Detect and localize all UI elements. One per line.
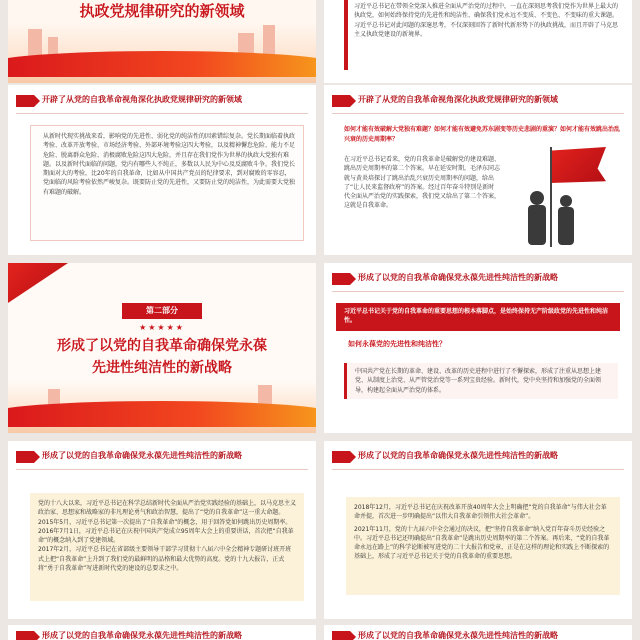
slide-3-text: 从新时代现实挑战来看，影响党的先进性、弱化党的纯洁性的因素错综复杂。党长期面临着执政考验、改革开放考验、市场经济考验、外部环境考验这四大考验，以及精神懈怠危险、能力不足危险、脱离群众危险、消极腐败危险这四大危险，并且存在我们党作为世界的执政大党独有难题。以及新时代面临的问题，党内有哪些人不纯正，多数以人民为中心及反腐败斗争，我们党长期面对大的考验，比20年的自我革命，比如从中国共产党员的纪律要求，到对腐败的零容忍，党面临的风险考验依然严峻复杂。既要防止党的先进性，又要防止党的纯洁性，为此需要大党独有难题的破解。 (43, 133, 296, 196)
slide-6-question: 如何永葆党的先进性和纯洁性？ (348, 340, 446, 348)
slide-5[interactable] (8, 263, 316, 433)
slide-7-header: 形成了以党的自我革命确保党永葆先进性纯洁性的新战略 (8, 447, 316, 469)
list-item: 党的十八大以来，习近平总书记在科学总结新时代全面从严治党实践经验的基础上，以马克思主义政治家、思想家和战略家的非凡理论勇气和政治智慧，提出了“党的自我革命”这一重大命题。 (38, 500, 297, 517)
stars-decoration: ★★★★★ (139, 323, 185, 332)
slide-10[interactable] (324, 625, 632, 640)
slide-7[interactable] (8, 441, 316, 619)
slide-6-text: 中国共产党在长期的革命、建设、改革的历史进程中进行了不懈探索，形成了注重从思想上建党、从制度上治党、从严管党治党等一系列宝贵经验。新时代，党中央坚持和加强党的全面领导，构建起全面从严治党的体系。 (355, 368, 602, 394)
slide-6-highlight: 习近平总书记关于党的自我革命的重要思想的根本落脚点，是始终保持无产阶级政党的先进性和纯洁性。 (336, 303, 620, 331)
slide-7-list (30, 493, 304, 601)
slide-1[interactable] (8, 0, 316, 83)
slide-3-textbox (30, 125, 304, 241)
slide-6-textbox (344, 363, 618, 399)
slide-4-question: 如何才能有效破解大党独有难题？如何才能有效避免苏东剧变等历史悲剧的重演？如何才能有效跳出治乱兴衰的历史周期率？ (344, 126, 621, 143)
list-item: 2021年11月，党的十九届六中全会通过的决议，把“坚持自我革命”纳入党百年奋斗历史经验之中。习近平总书记还明确提出“自我革命”是跳出历史周期率的第二个答案。再后来，“党的自我革命永远在路上”的科学论断被写进党的二十大报告和党章，正是在这样的理论和实践上不断探索的基础上，形成了习近平总书记关于党的自我革命的重要思想。 (354, 525, 610, 561)
slide-3-header: 开辟了从党的自我革命视角深化执政党规律研究的新领域 (8, 91, 316, 113)
slide-4-text: 在习近平总书记看来，党的自我革命是破解党的建设难题、跳出历史周期率的第二个答案。早在延安时期，毛泽东同志就与黄炎培探讨了跳出治乱兴衰历史周期率的问题，给出了“让人民来监督政府”的答案。经过百年奋斗特别是新时代全面从严治党的实践探索，我们党又给出了第二个答案，这就是自我革命。 (344, 156, 501, 210)
slide-6-header: 形成了以党的自我革命确保党永葆先进性纯洁性的新战略 (324, 269, 632, 291)
list-item: 2016年7月1日，习近平总书记在庆祝中国共产党成立95周年大会上的重要讲话，首次把“自我革命”的概念纳入到了党建领域。 (38, 527, 294, 545)
slide-8-list (346, 497, 620, 595)
slide-8[interactable] (324, 441, 632, 619)
flag-bearers-illustration (524, 147, 614, 247)
slide-9[interactable] (8, 625, 316, 640)
slide-6[interactable] (324, 263, 632, 433)
cityscape (8, 381, 316, 433)
list-item: 2017年2月，习近平总书记在省部级主要领导干部学习贯彻十八届六中全会精神专题研讨班开班式上把“自我革命”上升到了我们党的最鲜明的品格和最大优势的高度。党的十九大报告，正式将“勇于自我革命”写进新时代党的建设的总要求之中。 (38, 546, 292, 573)
slide-2-text: 习近平总书记在带领全党深入推进全面从严治党的过程中，一直在深刻思考我们党作为世界上最大的执政党，如何始终保持党的先进性和纯洁性、确保我们党永远不变质、不变色、不变味的重大课题。习近平总书记对此问题的深邃思考，不仅深刻回答了新时代新形势下的执政挑战，而且开辟了马克思主义执政党建设的新境界。 (354, 3, 619, 38)
slide-4-header: 开辟了从党的自我革命视角深化执政党规律研究的新领域 (324, 91, 632, 113)
list-item: 2018年12月，习近平总书记在庆祝改革开放40周年大会上明确把“党的自我革命”与伟大社会革命并提，首次进一步明确提出“以伟大自我革命引领伟大社会革命”。 (354, 504, 607, 521)
slide-10-header: 形成了以党的自我革命确保党永葆先进性纯洁性的新战略 (324, 627, 632, 640)
cityscape (8, 23, 316, 83)
part-badge (122, 303, 202, 319)
section-title-1: 形成了以党的自我革命确保党永葆 (57, 338, 267, 354)
list-item: 2015年5月，习近平总书记第一次提出了“自我革命”的概念，用于回答党如何跳出历史周期率。 (38, 518, 292, 526)
slide-1-title: 执政党规律研究的新领域 (79, 2, 245, 20)
slide-4[interactable] (324, 85, 632, 255)
part-label: 第二部分 (146, 306, 178, 315)
slide-8-header: 形成了以党的自我革命确保党永葆先进性纯洁性的新战略 (324, 447, 632, 469)
slide-2[interactable] (324, 0, 632, 83)
slide-9-header: 形成了以党的自我革命确保党永葆先进性纯洁性的新战略 (8, 627, 316, 640)
slide-3[interactable] (8, 85, 316, 255)
corner-flag-decoration (8, 263, 68, 303)
section-title-2: 先进性纯洁性的新战略 (92, 360, 232, 376)
